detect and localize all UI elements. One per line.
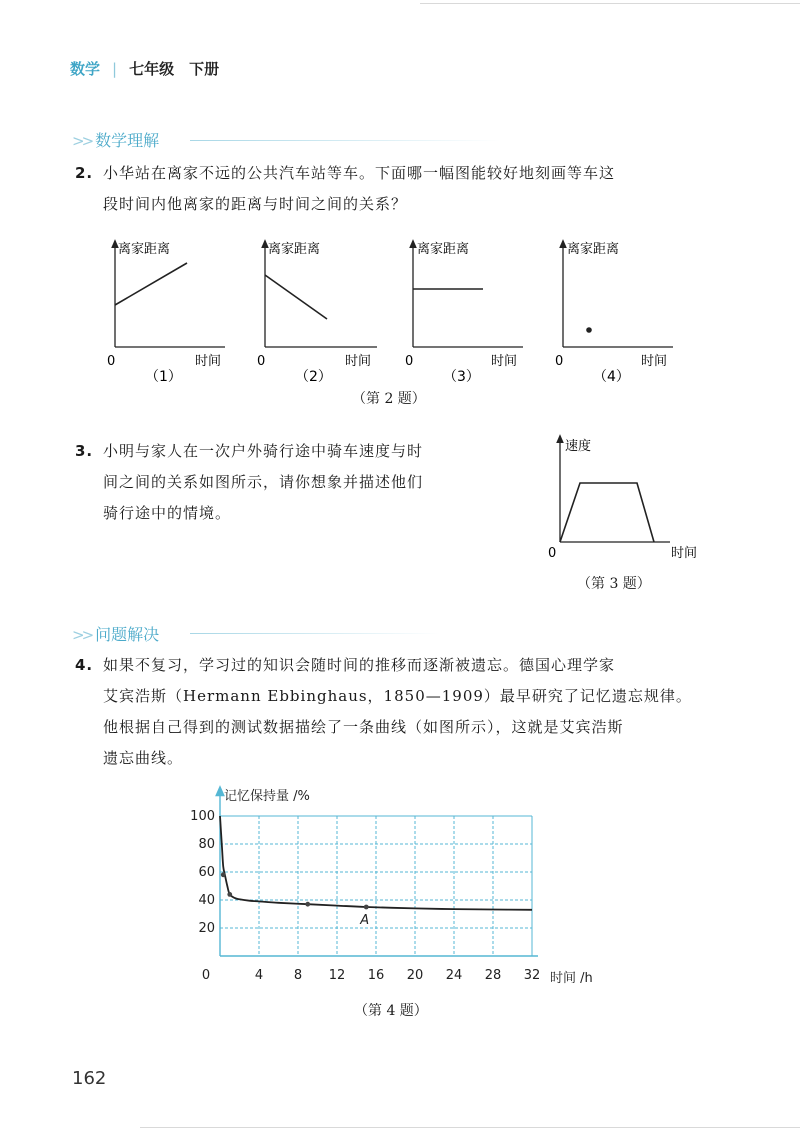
chevron-right-icon: >> — [72, 626, 92, 644]
y-tick-label: 60 — [198, 865, 215, 880]
question-text-line: 他根据自己得到的测试数据描绘了一条曲线（如图所示），这就是艾宾浩斯 — [103, 718, 624, 736]
graph-xlabel: 时间 — [671, 546, 698, 561]
section-divider — [190, 633, 440, 634]
graph-xlabel: 时间 — [641, 354, 668, 369]
question-text-line: 间之间的关系如图所示，请你想象并描述他们 — [103, 473, 424, 491]
chart-xlabel: 时间 /h — [550, 971, 593, 986]
graph-ylabel: 离家距离 — [567, 242, 620, 257]
page-header — [70, 58, 219, 79]
graph-xlabel: 时间 — [345, 354, 372, 369]
graph-xlabel: 时间 — [195, 354, 222, 369]
question-3 — [75, 436, 503, 529]
question-text-line: 骑行途中的情境。 — [103, 504, 232, 522]
x-tick-label: 8 — [293, 968, 303, 983]
graph-2 — [257, 242, 377, 385]
page-number: 162 — [72, 1068, 107, 1089]
y-tick-label: 40 — [198, 893, 215, 908]
speed-line — [560, 483, 654, 542]
top-rule — [420, 3, 800, 4]
x-tick-label: 24 — [445, 968, 463, 983]
graph-origin: 0 — [548, 546, 557, 561]
graph-label: （4） — [593, 369, 630, 385]
graph-origin: 0 — [405, 354, 414, 369]
graph-3 — [405, 242, 523, 385]
section-heading-problem-solving — [72, 622, 159, 645]
section-title: 问题解决 — [95, 625, 160, 644]
chart-grid — [220, 816, 532, 956]
header-subject: 数学 — [70, 60, 101, 78]
graph-origin: 0 — [257, 354, 266, 369]
graph-1-line — [115, 263, 187, 305]
chevron-right-icon: >> — [72, 132, 92, 150]
graph-1 — [107, 242, 225, 385]
graph-4 — [555, 242, 673, 385]
data-point — [227, 892, 232, 897]
question-text-line: 遗忘曲线。 — [103, 749, 184, 767]
q2-caption: （第 2 题） — [352, 391, 426, 407]
data-point — [221, 872, 226, 877]
section-divider — [190, 140, 500, 141]
point-label: A — [360, 913, 370, 928]
ebbinghaus-chart — [180, 780, 620, 995]
question-text-line: 小华站在离家不远的公共汽车站等车。下面哪一幅图能较好地刻画等车这 — [103, 164, 616, 182]
question-4 — [75, 650, 743, 774]
section-title: 数学理解 — [95, 131, 160, 150]
x-tick-label: 0 — [201, 968, 211, 983]
question-text-line: 小明与家人在一次户外骑行途中骑车速度与时 — [103, 442, 424, 460]
chart-axes — [220, 790, 538, 956]
graph-origin: 0 — [107, 354, 116, 369]
question-2 — [75, 158, 723, 220]
q3-graph — [540, 430, 715, 565]
question-number: 2. — [75, 164, 94, 182]
section-heading-understanding — [72, 128, 159, 151]
header-separator: | — [112, 60, 118, 78]
x-tick-label: 4 — [254, 968, 264, 983]
x-tick-label: 28 — [484, 968, 502, 983]
q3-caption: （第 3 题） — [577, 576, 651, 592]
graph-ylabel: 速度 — [565, 439, 592, 454]
graph-2-line — [265, 275, 327, 319]
question-number: 4. — [75, 656, 94, 674]
question-text-line: 段时间内他离家的距离与时间之间的关系？ — [103, 195, 408, 213]
x-tick-label: 20 — [406, 968, 424, 983]
y-tick-label: 100 — [190, 809, 215, 824]
data-point — [364, 905, 369, 910]
graph-origin: 0 — [555, 354, 564, 369]
graph-ylabel: 离家距离 — [268, 242, 321, 257]
x-tick-label: 16 — [367, 968, 385, 983]
y-tick-label: 20 — [198, 921, 215, 936]
graph-4-point — [586, 327, 592, 333]
q2-graphs — [95, 235, 695, 390]
bottom-rule — [140, 1127, 800, 1128]
y-tick-label: 80 — [198, 837, 215, 852]
graph-ylabel: 离家距离 — [417, 242, 470, 257]
question-text-line: 如果不复习，学习过的知识会随时间的推移而逐渐被遗忘。德国心理学家 — [103, 656, 616, 674]
q4-caption: （第 4 题） — [354, 1003, 428, 1019]
x-tick-label: 12 — [328, 968, 346, 983]
graph-label: （1） — [145, 369, 182, 385]
chart-ticks — [190, 809, 540, 983]
graph-label: （2） — [295, 369, 332, 385]
header-grade: 七年级 下册 — [129, 60, 220, 78]
chart-ylabel: 记忆保持量 /% — [224, 789, 310, 804]
x-tick-label: 32 — [523, 968, 541, 983]
data-point — [305, 902, 310, 907]
graph-xlabel: 时间 — [491, 354, 518, 369]
question-number: 3. — [75, 442, 94, 460]
graph-ylabel: 离家距离 — [118, 242, 171, 257]
graph-label: （3） — [443, 369, 480, 385]
question-text-line: 艾宾浩斯（Hermann Ebbinghaus，1850—1909）最早研究了记忆遗忘规律。 — [103, 687, 692, 705]
